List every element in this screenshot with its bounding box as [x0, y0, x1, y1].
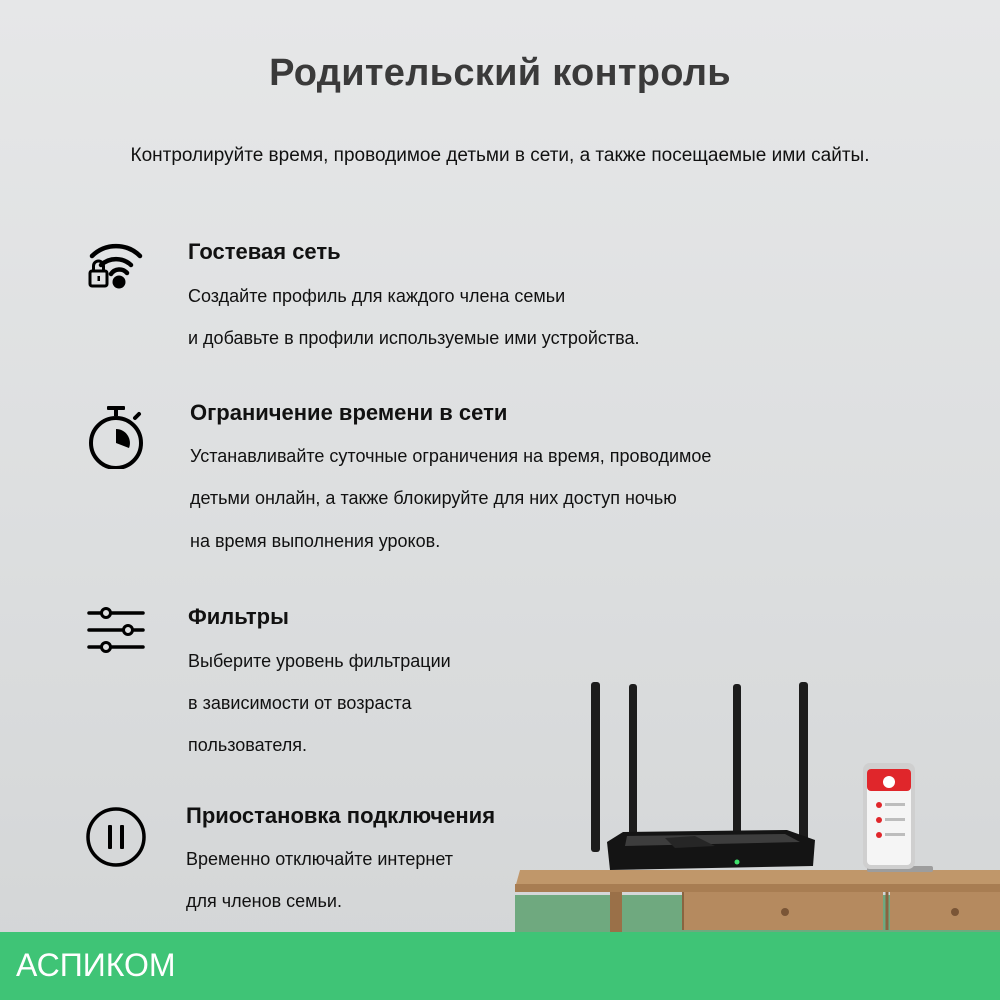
feature-line: Выберите уровень фильтрации [188, 651, 451, 671]
feature-line: пользователя. [188, 735, 307, 755]
feature-title: Ограничение времени в сети [190, 400, 508, 425]
page-subtitle: Контролируйте время, проводимое детьми в сети, а также посещаемые ими сайты. [130, 145, 870, 166]
feature-title: Приостановка подключения [186, 803, 496, 828]
feature-line: Создайте профиль для каждого члена семьи [188, 286, 566, 306]
feature-line: на время выполнения уроков. [190, 531, 441, 551]
pause-icon [84, 805, 148, 869]
feature-line: для членов семьи. [186, 891, 342, 911]
feature-line: Временно отключайте интернет [186, 849, 454, 869]
feature-title: Фильтры [188, 604, 289, 629]
page-title: Родительский контроль [269, 52, 731, 94]
wifi-lock-icon [84, 236, 148, 300]
router-scene-image [515, 670, 1000, 932]
feature-line: Устанавливайте суточные ограничения на время, проводимое [190, 446, 712, 466]
feature-line: детьми онлайн, а также блокируйте для них доступ ночью [190, 488, 677, 508]
brand-name: АСПИКОМ [16, 947, 176, 983]
stopwatch-icon [84, 405, 148, 469]
footer-bar [0, 932, 1000, 1000]
feature-title: Гостевая сеть [188, 239, 341, 264]
feature-line: в зависимости от возраста [188, 693, 412, 713]
feature-line: и добавьте в профили используемые ими устройства. [188, 328, 640, 348]
sliders-icon [84, 600, 148, 664]
